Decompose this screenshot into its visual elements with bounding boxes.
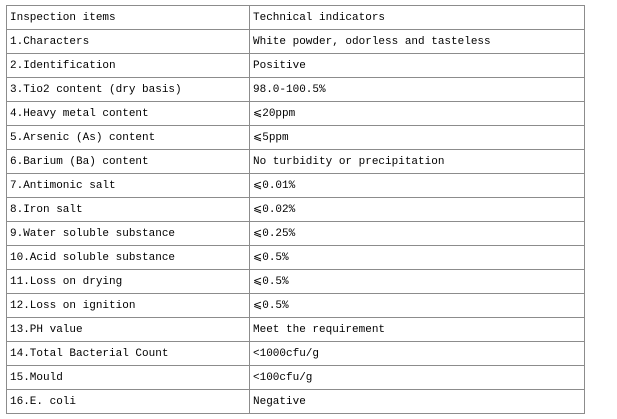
table-row <box>7 318 585 342</box>
row-indicator-cell: ⩽0.01% <box>250 174 585 198</box>
row-indicator-cell: ⩽0.02% <box>250 198 585 222</box>
table-row <box>7 366 585 390</box>
row-indicator-cell: Negative <box>250 390 585 414</box>
row-indicator-cell: Positive <box>250 54 585 78</box>
table-row <box>7 102 585 126</box>
row-item-cell: 2.Identification <box>7 54 250 78</box>
header-inspection-items: Inspection items <box>7 6 250 30</box>
row-indicator-cell: ⩽0.25% <box>250 222 585 246</box>
table-row <box>7 342 585 366</box>
table-row <box>7 126 585 150</box>
row-item-cell: 15.Mould <box>7 366 250 390</box>
spec-table-body <box>7 6 585 414</box>
table-row <box>7 246 585 270</box>
row-item-cell: 10.Acid soluble substance <box>7 246 250 270</box>
row-indicator-cell: ⩽20ppm <box>250 102 585 126</box>
row-item-cell: 14.Total Bacterial Count <box>7 342 250 366</box>
row-item-cell: 8.Iron salt <box>7 198 250 222</box>
inspection-spec-table <box>6 5 585 414</box>
table-row <box>7 30 585 54</box>
table-row <box>7 198 585 222</box>
row-indicator-cell: Meet the requirement <box>250 318 585 342</box>
row-item-cell: 6.Barium (Ba) content <box>7 150 250 174</box>
row-indicator-cell: ⩽5ppm <box>250 126 585 150</box>
table-row <box>7 54 585 78</box>
table-header-row <box>7 6 585 30</box>
row-item-cell: 7.Antimonic salt <box>7 174 250 198</box>
row-item-cell: 13.PH value <box>7 318 250 342</box>
table-row <box>7 150 585 174</box>
row-item-cell: 16.E. coli <box>7 390 250 414</box>
row-indicator-cell: White powder, odorless and tasteless <box>250 30 585 54</box>
table-row <box>7 294 585 318</box>
table-row <box>7 78 585 102</box>
row-indicator-cell: <100cfu/g <box>250 366 585 390</box>
row-item-cell: 5.Arsenic (As) content <box>7 126 250 150</box>
row-indicator-cell: ⩽0.5% <box>250 294 585 318</box>
table-row <box>7 390 585 414</box>
row-indicator-cell: ⩽0.5% <box>250 270 585 294</box>
row-indicator-cell: ⩽0.5% <box>250 246 585 270</box>
row-item-cell: 1.Characters <box>7 30 250 54</box>
table-row <box>7 174 585 198</box>
table-row <box>7 270 585 294</box>
row-item-cell: 3.Tio2 content (dry basis) <box>7 78 250 102</box>
table-row <box>7 222 585 246</box>
header-technical-indicators: Technical indicators <box>250 6 585 30</box>
row-item-cell: 4.Heavy metal content <box>7 102 250 126</box>
row-item-cell: 11.Loss on drying <box>7 270 250 294</box>
row-indicator-cell: 98.0-100.5% <box>250 78 585 102</box>
row-item-cell: 9.Water soluble substance <box>7 222 250 246</box>
row-item-cell: 12.Loss on ignition <box>7 294 250 318</box>
row-indicator-cell: No turbidity or precipitation <box>250 150 585 174</box>
row-indicator-cell: <1000cfu/g <box>250 342 585 366</box>
